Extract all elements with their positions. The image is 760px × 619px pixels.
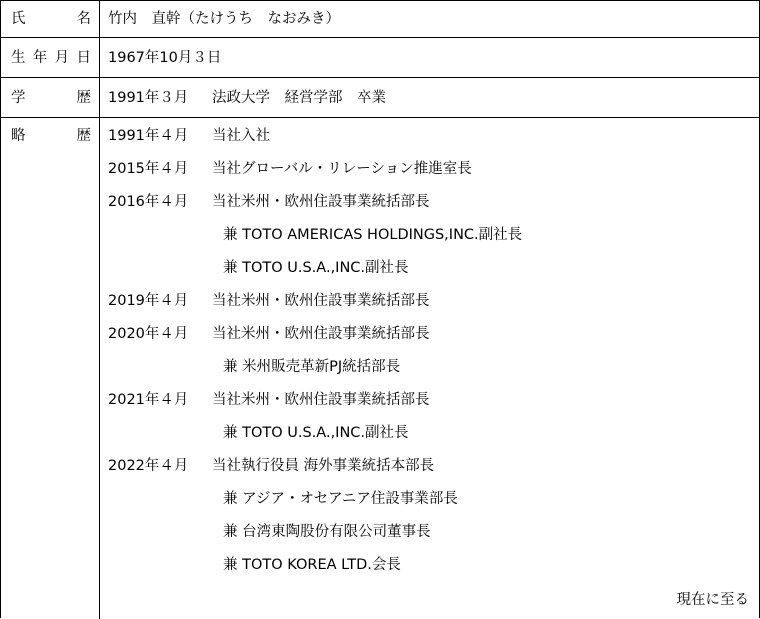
- history-entry: [108, 292, 430, 310]
- history-text: 兼 TOTO AMERICAS HOLDINGS,INC.副社長: [223, 227, 523, 243]
- history-entry: [223, 259, 409, 277]
- education-date: 1991年３月: [108, 90, 189, 106]
- birth-label-chars: [11, 49, 91, 67]
- history-date: 2022年４月: [108, 458, 189, 474]
- history-date: 2021年４月: [108, 392, 189, 408]
- education-label-char: 歴: [76, 90, 91, 106]
- career-label-chars: [11, 127, 91, 145]
- history-date: 2015年４月: [108, 161, 189, 177]
- history-entry: [223, 226, 522, 244]
- history-date: 2016年４月: [108, 194, 189, 210]
- history-text: 兼 アジア・オセアニア住設事業部長: [223, 491, 458, 507]
- birth-label-char: 年: [32, 50, 48, 66]
- birth-label-char: 月: [54, 50, 70, 66]
- history-text: 兼 米州販売革新PJ統括部長: [223, 359, 401, 375]
- history-date: 2020年４月: [108, 326, 189, 342]
- closing-note: 現在に至る: [676, 592, 749, 608]
- row-divider: [1, 77, 759, 78]
- history-date: 1991年４月: [108, 128, 189, 144]
- career-label-char: 略: [11, 128, 26, 144]
- history-text: 当社米州・欧州住設事業統括部長: [212, 392, 430, 408]
- education-value: [108, 89, 386, 107]
- history-text: 当社入社: [212, 128, 270, 144]
- name-label-char: 氏: [11, 11, 26, 27]
- history-text: 当社米州・欧州住設事業統括部長: [212, 326, 430, 342]
- birth-label-char: 生: [11, 50, 26, 66]
- history-entry: [108, 457, 434, 475]
- education-label-chars: [11, 89, 91, 107]
- history-entry: [108, 193, 430, 211]
- education-text: 法政大学 経営学部 卒業: [212, 90, 386, 106]
- history-entry: [223, 490, 458, 508]
- history-text: 当社執行役員 海外事業統括本部長: [212, 458, 435, 474]
- career-label-char: 歴: [76, 128, 91, 144]
- birth-label-char: 日: [76, 50, 91, 66]
- name-label-chars: [11, 10, 91, 28]
- history-entry: [223, 358, 400, 376]
- history-text: 当社米州・欧州住設事業統括部長: [212, 194, 430, 210]
- history-entry: [108, 391, 430, 409]
- row-divider: [1, 117, 759, 118]
- history-entry: [108, 325, 430, 343]
- name-value: 竹内 直幹（たけうち なおみき）: [108, 11, 340, 27]
- history-text: 兼 TOTO U.S.A.,INC.副社長: [223, 260, 409, 276]
- row-divider: [1, 37, 759, 38]
- column-divider: [99, 1, 100, 619]
- history-text: 兼 TOTO U.S.A.,INC.副社長: [223, 425, 409, 441]
- history-text: 当社グローバル・リレーション推進室長: [212, 161, 472, 177]
- history-entry: [223, 523, 431, 541]
- history-entry: [223, 424, 409, 442]
- history-entry: [108, 127, 270, 145]
- education-label-char: 学: [11, 90, 26, 106]
- history-entry: [108, 160, 472, 178]
- history-text: 当社米州・欧州住設事業統括部長: [212, 293, 430, 309]
- birth-value: 1967年10月３日: [108, 50, 222, 66]
- history-date: 2019年４月: [108, 293, 189, 309]
- name-label-char: 名: [76, 11, 91, 27]
- history-text: 兼 台湾東陶股份有限公司董事長: [223, 524, 431, 540]
- history-text: 兼 TOTO KOREA LTD.会長: [223, 557, 401, 573]
- history-entry: [223, 556, 401, 574]
